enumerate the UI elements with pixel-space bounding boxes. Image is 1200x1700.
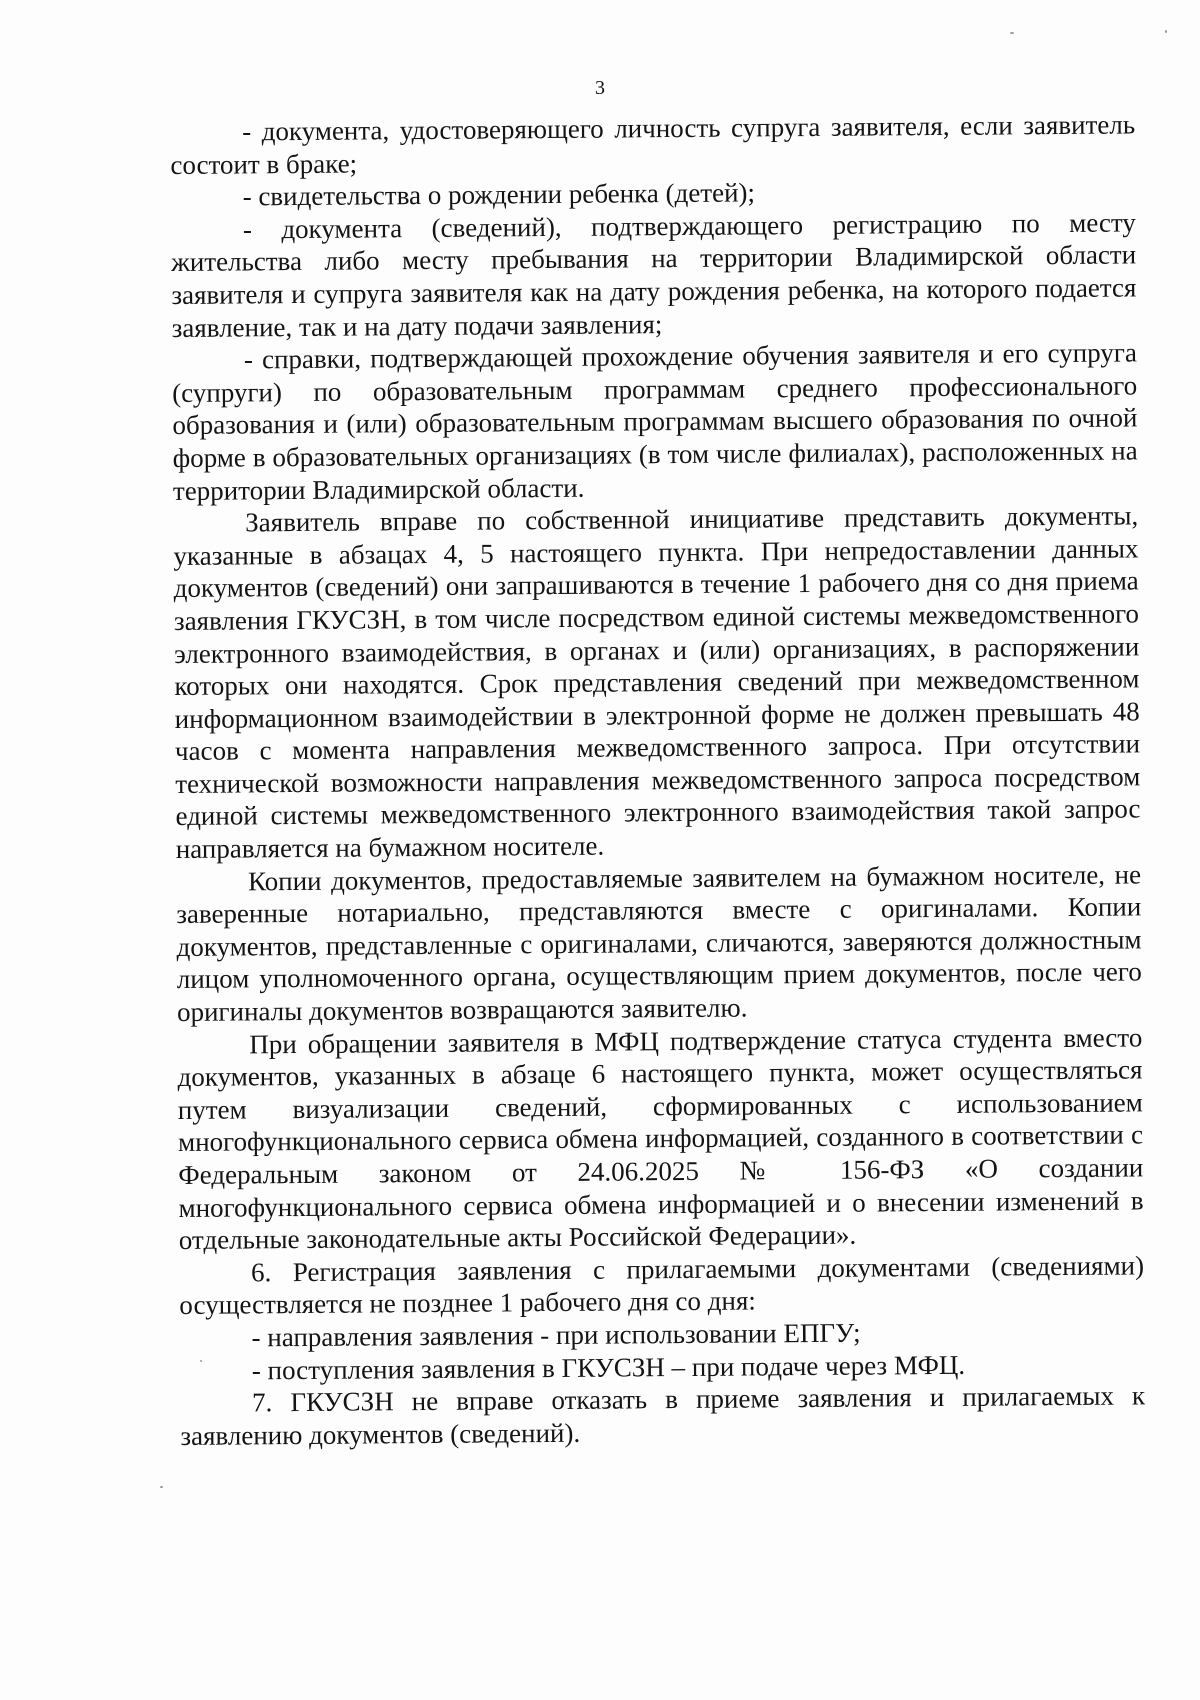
paragraph-registration-deadline: 6. Регистрация заявления с прилагаемыми документами (сведениями) осуществляется не позднее 1 рабочего дня со дня:: [179, 1250, 1145, 1321]
paragraph-mfc-student-status: При обращении заявителя в МФЦ подтверждение статуса студента вместо документов, указанных в абзаце 6 настоящего пункта, может осуществляться путем визуализации сведений, сформированных с использованием многофункционального сервиса обмена информацией, созданного в соответствии с Федеральным законом от 24.06.2025 № 156-ФЗ «О создании многофункционального сервиса обмена информацией и о внесении изменений в отдельные законодательные акты Российской Федерации».: [177, 1022, 1144, 1256]
paragraph-registration: - документа (сведений), подтверждающего регистрацию по месту жительства либо месту пребывания на территории Владимирской области заявителя и супруга заявителя как на дату рождения ребенка, на которого подается заявление, так и на дату подачи заявления;: [171, 207, 1137, 343]
scan-speck: [160, 1486, 163, 1488]
page-number: 3: [595, 77, 605, 99]
scan-speck: [1165, 30, 1167, 33]
document-body: [170, 108, 1145, 1452]
paragraph-study-certificate: - справки, подтверждающей прохождение обучения заявителя и его супруга (супруги) по образовательным программам среднего профессионального образования и (или) образовательным программам высшего образования по очной форме в образовательных организациях (в том числе филиалах), расположенных на территории Владимирской области.: [172, 337, 1138, 506]
paragraph-own-initiative: Заявитель вправе по собственной инициативе представить документы, указанные в абзацах 4, 5 настоящего пункта. При непредоставлении данных документов (сведений) они запрашиваются в течение 1 рабочего дня со дня приема заявления ГКУСЗН, в том числе посредством единой системы межведомственного электронного взаимодействия, в органах и (или) организациях, в распоряжении которых они находятся. Срок представления сведений при межведомственном информационном взаимодействии в электронной форме не должен превышать 48 часов с момента направления межведомственного запроса. При отсутствии технической возможности направления межведомственного запроса посредством единой системы межведомственного электронного взаимодействия такой запрос направляется на бумажном носителе.: [173, 500, 1141, 865]
paragraph-copies: Копии документов, предоставляемые заявителем на бумажном носителе, не заверенные нотариально, представляются вместе с оригиналами. Копии документов, представленные с оригиналами, сличаются, заверяются должностным лицом уполномоченного органа, осуществляющим прием документов, после чего оригиналы документов возвращаются заявителю.: [176, 859, 1142, 1028]
paragraph-birth-certificate: - свидетельства о рождении ребенка (детей);: [242, 177, 756, 212]
scan-speck: [1010, 32, 1014, 34]
paragraph-mfc-submission: - поступления заявления в ГКУСЗН – при подаче через МФЦ.: [251, 1349, 966, 1385]
paragraph-no-refusal: 7. ГКУСЗН не вправе отказать в приеме заявления и прилагаемых к заявлению документов (сведений).: [180, 1380, 1146, 1451]
scan-speck: [200, 1360, 202, 1362]
paragraph-spouse-id: - документа, удостоверяющего личность супруга заявителя, если заявитель состоит в браке;: [170, 109, 1136, 180]
paragraph-epgu: - направления заявления - при использовании ЕПГУ;: [251, 1317, 861, 1353]
